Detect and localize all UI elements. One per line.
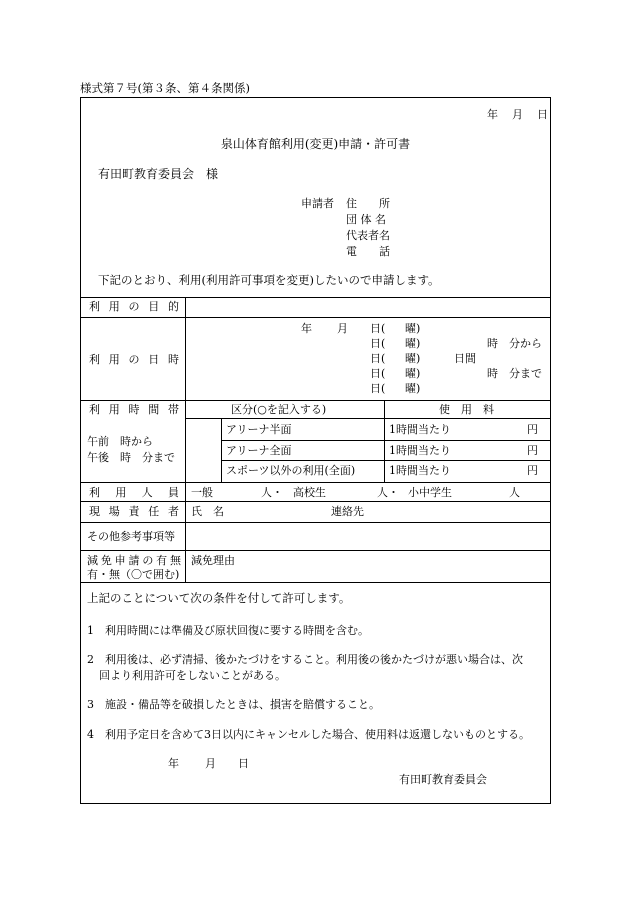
rule-slot-row2	[221, 460, 550, 461]
applicant-label: 申請者	[301, 197, 334, 210]
users-highschool: 高校生	[293, 486, 326, 499]
rule-exemption-top	[81, 550, 550, 551]
manager-contact: 連絡先	[331, 505, 364, 518]
dates-row-1-weekday: 曜)	[405, 322, 421, 335]
permission-date-year: 年	[168, 757, 179, 770]
slot-row-3-category: スポーツ以外の利用(全面)	[226, 464, 356, 477]
permission-date-day: 日	[238, 757, 249, 770]
rule-purpose-top	[81, 297, 550, 298]
permission-condition-1: 1 利用時間には準備及び原状回復に要する時間を含む。	[87, 624, 369, 637]
dates-row-3-weekday: 曜)	[405, 352, 421, 365]
dates-row-4-day: 日(	[370, 367, 386, 380]
rule-slot-header	[185, 418, 550, 419]
form-title: 泉山体育館利用(変更)申請・許可書	[220, 137, 411, 151]
header-date-day: 日	[537, 108, 548, 121]
slot-row-1-rate: 1時間当たり	[389, 423, 451, 436]
permission-date-month: 月	[205, 757, 216, 770]
slot-am-line: 午前 時から	[87, 435, 153, 448]
exemption-reason: 減免理由	[191, 554, 235, 567]
permission-intro: 上記のことについて次の条件を付して許可します。	[87, 591, 351, 605]
permission-condition-2: 2 利用後は、必ず清掃、後かたづけをすること。利用後の後かたづけが悪い場合は、次	[87, 653, 523, 666]
dates-time-to: 時 分まで	[487, 367, 542, 380]
slot-pm-line: 午後 時 分まで	[87, 451, 175, 464]
dates-year: 年	[301, 322, 312, 335]
rule-permission-top	[81, 582, 550, 583]
slot-row-2-rate: 1時間当たり	[389, 444, 451, 457]
dates-row-5-day: 日(	[370, 382, 386, 395]
users-general-unit: 人・	[261, 486, 283, 499]
users-label: 利 用 人 員	[89, 486, 179, 499]
users-junior-unit: 人	[509, 486, 520, 499]
addressee: 有田町教育委員会 様	[98, 167, 219, 181]
header-date-month: 月	[512, 108, 523, 121]
exemption-label: 減 免 申 請 の 有 無	[87, 554, 181, 567]
slot-row-1-yen: 円	[527, 423, 538, 436]
rule-slot-top	[81, 400, 550, 401]
dates-span: 日間	[454, 352, 476, 365]
slot-row-3-yen: 円	[527, 464, 538, 477]
manager-label: 現 場 責 任 者	[89, 505, 179, 518]
slot-fee-header: 使 用 料	[439, 403, 494, 416]
other-label: その他参考事項等	[87, 530, 175, 543]
dates-row-4-weekday: 曜)	[405, 367, 421, 380]
permission-condition-2-cont: 回より利用許可をしないことがある。	[99, 669, 286, 682]
dates-label: 利 用 の 日 時	[89, 353, 179, 366]
applicant-address: 住 所	[346, 197, 390, 210]
rule-fee-left	[384, 400, 385, 482]
rule-dates-top	[81, 317, 550, 318]
application-form	[80, 97, 551, 804]
slot-label: 利 用 時 間 帯	[89, 403, 179, 416]
users-general: 一般	[191, 486, 213, 499]
rule-manager-top	[81, 501, 550, 502]
exemption-sublabel: 有・無（〇で囲む)	[87, 568, 180, 581]
form-number: 様式第７号(第３条、第４条関係)	[80, 81, 250, 95]
slot-row-3-rate: 1時間当たり	[389, 464, 451, 477]
permission-condition-4: 4 利用予定日を含めて3日以内にキャンセルした場合、使用料は返還しないものとする。	[87, 728, 530, 741]
slot-row-2-yen: 円	[527, 444, 538, 457]
permission-issuer: 有田町教育委員会	[399, 773, 487, 786]
users-highschool-unit: 人・	[377, 486, 399, 499]
dates-month: 月	[337, 322, 348, 335]
applicant-representative: 代表者名	[346, 229, 390, 242]
purpose-label: 利 用 の 目 的	[89, 300, 179, 313]
header-date-year: 年	[487, 108, 498, 121]
slot-row-2-category: アリーナ全面	[226, 444, 292, 457]
request-statement: 下記のとおり、利用(利用許可事項を変更)したいので申請します。	[98, 273, 440, 287]
dates-row-2-day: 日(	[370, 337, 386, 350]
rule-category-left	[221, 418, 222, 482]
dates-row-5-weekday: 曜)	[405, 382, 421, 395]
applicant-phone: 電 話	[346, 245, 390, 258]
slot-row-1-category: アリーナ半面	[226, 423, 292, 436]
manager-name: 氏 名	[191, 505, 224, 518]
applicant-group: 団 体 名	[346, 213, 386, 226]
dates-row-1-day: 日(	[370, 322, 386, 335]
rule-label-column	[185, 297, 186, 582]
rule-other-top	[81, 522, 550, 523]
users-junior: 小中学生	[408, 486, 452, 499]
dates-row-2-weekday: 曜)	[405, 337, 421, 350]
dates-time-from: 時 分から	[487, 337, 542, 350]
rule-slot-row1	[221, 440, 550, 441]
slot-category-header: 区分(○を記入する)	[231, 403, 327, 416]
rule-users-top	[81, 482, 550, 483]
permission-condition-3: 3 施設・備品等を破損したときは、損害を賠償すること。	[87, 698, 380, 711]
dates-row-3-day: 日(	[370, 352, 386, 365]
